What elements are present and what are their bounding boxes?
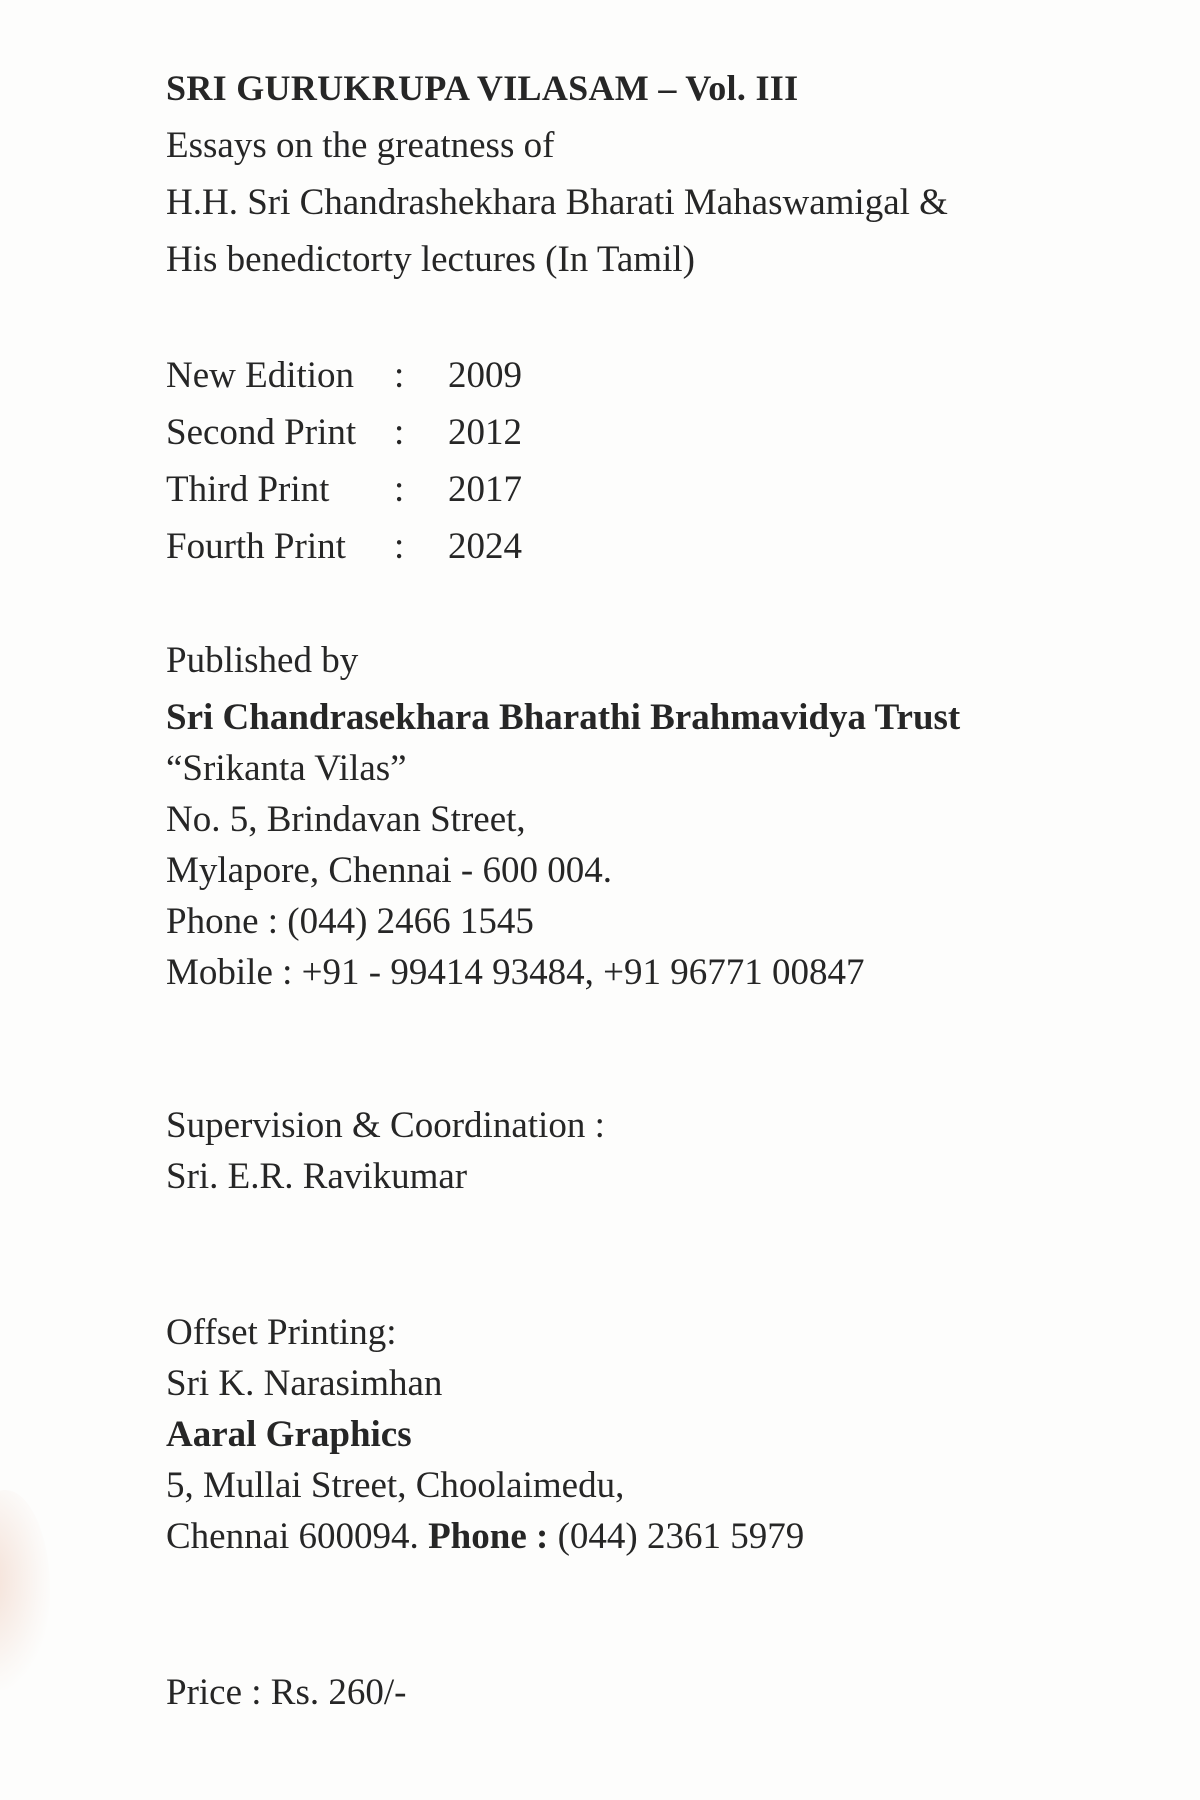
edition-table — [166, 347, 522, 575]
edition-row — [166, 404, 522, 461]
supervisor-name: Sri. E.R. Ravikumar — [166, 1156, 468, 1197]
printer-city-phone — [166, 1508, 804, 1565]
supervision-heading: Supervision & Coordination : — [166, 1105, 605, 1146]
printer-phone-label: Phone : — [428, 1516, 549, 1557]
edition-row — [166, 461, 522, 518]
edition-row — [166, 518, 522, 575]
publisher-building: “Srikanta Vilas” — [166, 748, 407, 789]
edition-year: 2009 — [448, 355, 522, 396]
subtitle-line-2: H.H. Sri Chandrashekhara Bharati Mahaswamigal & — [166, 182, 948, 223]
edition-row — [166, 347, 522, 404]
edition-label: Third Print — [166, 469, 330, 510]
book-title: SRI GURUKRUPA VILASAM – Vol. III — [166, 68, 799, 108]
edition-label: Fourth Print — [166, 526, 346, 567]
publisher-street: No. 5, Brindavan Street, — [166, 799, 526, 840]
supervision-block — [166, 1097, 605, 1205]
price-block — [166, 1664, 406, 1721]
publisher-name: Sri Chandrasekhara Bharathi Brahmavidya Trust — [166, 697, 961, 738]
edition-separator: : — [394, 526, 405, 567]
subtitle-line-1: Essays on the greatness of — [166, 125, 555, 166]
printer-company: Aaral Graphics — [166, 1414, 412, 1455]
printer-phone-number: (044) 2361 5979 — [557, 1516, 805, 1557]
published-by-heading: Published by — [166, 640, 359, 681]
edition-label: Second Print — [166, 412, 357, 453]
publisher-phone: Phone : (044) 2466 1545 — [166, 901, 534, 942]
edition-separator: : — [394, 412, 405, 453]
printer-street: 5, Mullai Street, Choolaimedu, — [166, 1465, 625, 1506]
printing-block — [166, 1304, 804, 1565]
printer-person: Sri K. Narasimhan — [166, 1363, 443, 1404]
edition-year: 2012 — [448, 412, 522, 453]
price-text: Price : Rs. 260/- — [166, 1672, 407, 1713]
publisher-mobile: Mobile : +91 - 99414 93484, +91 96771 00847 — [166, 952, 865, 993]
subtitle-line-3: His benedictorty lectures (In Tamil) — [166, 239, 695, 280]
publisher-block — [166, 632, 960, 1001]
publisher-city: Mylapore, Chennai - 600 004. — [166, 850, 612, 891]
edition-separator: : — [394, 355, 405, 396]
edition-year: 2024 — [448, 526, 522, 567]
page-smudge — [0, 1490, 50, 1690]
edition-separator: : — [394, 469, 405, 510]
edition-label: New Edition — [166, 355, 355, 396]
printer-city: Chennai 600094. — [166, 1516, 419, 1557]
title-block — [166, 60, 948, 288]
edition-year: 2017 — [448, 469, 522, 510]
offset-printing-heading: Offset Printing: — [166, 1312, 397, 1353]
